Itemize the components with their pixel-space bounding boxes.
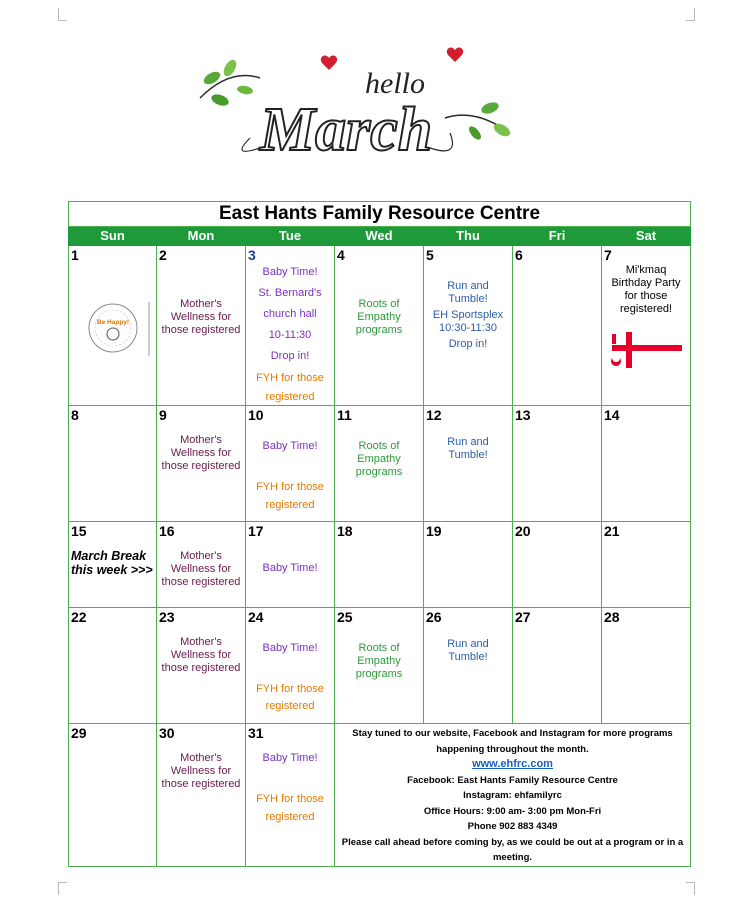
day-cell-5 — [424, 246, 513, 406]
day-cell-26 — [424, 608, 513, 724]
day-number: 4 — [337, 247, 345, 263]
event-line: Roots of — [358, 642, 400, 654]
event-drop-in: Drop in! — [270, 350, 310, 362]
day-number: 1 — [71, 247, 79, 263]
day-cell-9 — [157, 406, 246, 522]
event-fyh: FYH for those — [256, 793, 324, 805]
info-facebook: Facebook: East Hants Family Resource Centre — [407, 774, 618, 786]
event-line: Mi'kmaq — [625, 264, 667, 276]
day-number: 6 — [515, 247, 523, 263]
day-cell-21 — [602, 522, 691, 608]
event-roots-of-empathy — [335, 440, 423, 479]
day-number: 9 — [159, 407, 167, 423]
event-time: 10:30-11:30 — [439, 322, 497, 334]
event-line: programs — [355, 466, 403, 478]
day-cell-13 — [513, 406, 602, 522]
corner-mark-top-right — [686, 8, 695, 21]
info-office-hours: Office Hours: 9:00 am- 3:00 pm Mon-Fri — [423, 805, 602, 817]
event-roots-of-empathy — [335, 642, 423, 681]
calendar-title: East Hants Family Resource Centre — [69, 202, 691, 227]
day-number: 24 — [248, 609, 264, 625]
event-fyh: registered — [265, 499, 315, 511]
event-line: Mother's — [180, 434, 222, 446]
day-cell-24 — [246, 608, 335, 724]
event-baby-time: Baby Time! — [262, 440, 318, 452]
day-cell-22 — [69, 608, 157, 724]
hello-march-artwork — [190, 38, 520, 168]
event-line: Mother's — [180, 636, 222, 648]
event-baby-time-day31 — [246, 752, 334, 824]
event-mothers-wellness — [157, 752, 245, 791]
mikmaq-flag-icon — [608, 328, 684, 370]
event-line: Birthday Party — [611, 277, 681, 289]
day-number: 21 — [604, 523, 620, 539]
event-run-and-tumble — [424, 436, 512, 462]
event-line: those registered — [161, 324, 241, 336]
day-number: 26 — [426, 609, 442, 625]
event-line: programs — [355, 668, 403, 680]
event-line: Run and — [447, 638, 489, 650]
day-number: 12 — [426, 407, 442, 423]
event-baby-time: Baby Time! — [262, 642, 318, 654]
event-baby-time: Baby Time! — [262, 752, 318, 764]
info-stay-tuned: Stay tuned to our website, Facebook and Instagram for more programs happening throughout the month. — [352, 728, 673, 755]
event-line: Mother's — [180, 298, 222, 310]
info-instagram: Instagram: ehfamilyrc — [463, 790, 562, 801]
weekday-mon: Mon — [157, 227, 246, 246]
event-fyh: registered — [265, 700, 315, 712]
event-fyh: registered — [265, 811, 315, 823]
event-line: for those — [624, 290, 668, 302]
be-happy-text: Be Happy! — [96, 319, 130, 326]
day-cell-17 — [246, 522, 335, 608]
weekday-thu: Thu — [424, 227, 513, 246]
day-number: 19 — [426, 523, 442, 539]
day-number: 17 — [248, 523, 264, 539]
day-number: 2 — [159, 247, 167, 263]
day-cell-7 — [602, 246, 691, 406]
weekday-sat: Sat — [602, 227, 691, 246]
be-happy-logo-icon — [83, 298, 153, 356]
day-number: 28 — [604, 609, 620, 625]
event-location: church hall — [263, 308, 317, 320]
day-cell-3 — [246, 246, 335, 406]
day-cell-29 — [69, 724, 157, 867]
event-mothers-wellness — [157, 636, 245, 675]
day-number: 30 — [159, 725, 175, 741]
event-march-break — [71, 549, 156, 577]
event-line: those registered — [161, 662, 241, 674]
day-number: 16 — [159, 523, 175, 539]
day-number: 3 — [248, 247, 256, 263]
day-cell-10 — [246, 406, 335, 522]
event-fyh: registered — [265, 391, 315, 403]
day-cell-15 — [69, 522, 157, 608]
event-baby-time: Baby Time! — [262, 562, 318, 574]
day-cell-30 — [157, 724, 246, 867]
banner-hello-text: hello — [365, 67, 425, 100]
event-mothers-wellness — [157, 434, 245, 473]
day-number: 29 — [71, 725, 87, 741]
event-run-and-tumble — [424, 638, 512, 664]
event-line: Run and — [447, 436, 489, 448]
day-cell-20 — [513, 522, 602, 608]
event-line: Tumble! — [448, 449, 488, 461]
day-number: 22 — [71, 609, 87, 625]
event-line: Wellness for — [170, 563, 232, 575]
event-baby-time-day10 — [246, 440, 334, 512]
corner-mark-top-left — [58, 8, 67, 21]
event-line: Roots of — [358, 298, 400, 310]
day-cell-31 — [246, 724, 335, 867]
event-fyh: FYH for those — [256, 372, 324, 384]
event-line: Wellness for — [170, 765, 232, 777]
event-baby-time: Baby Time! — [262, 266, 318, 278]
info-call-ahead: Please call ahead before coming by, as we could be out at a program or in a meeting. — [341, 836, 684, 863]
day-cell-4 — [335, 246, 424, 406]
day-cell-25 — [335, 608, 424, 724]
day-number: 25 — [337, 609, 353, 625]
day-cell-6 — [513, 246, 602, 406]
event-line: this week >>> — [71, 563, 153, 577]
event-line: registered! — [620, 303, 672, 315]
weekday-tue: Tue — [246, 227, 335, 246]
day-number: 10 — [248, 407, 264, 423]
day-number: 15 — [71, 523, 87, 539]
weekday-sun: Sun — [69, 227, 157, 246]
day-number: 8 — [71, 407, 79, 423]
event-roots-of-empathy — [335, 298, 423, 337]
event-line: Empathy — [357, 453, 401, 465]
event-line: Run and — [447, 280, 489, 292]
event-location: St. Bernard's — [258, 287, 322, 299]
day-number: 27 — [515, 609, 531, 625]
weekday-fri: Fri — [513, 227, 602, 246]
event-line: Roots of — [358, 440, 400, 452]
event-line: Empathy — [357, 311, 401, 323]
event-line: Empathy — [357, 655, 401, 667]
day-cell-11 — [335, 406, 424, 522]
day-cell-16 — [157, 522, 246, 608]
event-line: Wellness for — [170, 447, 232, 459]
event-mothers-wellness — [157, 298, 245, 337]
event-run-and-tumble — [424, 280, 512, 351]
weekday-header — [69, 227, 691, 246]
banner-march-text: March — [260, 96, 433, 164]
day-cell-2 — [157, 246, 246, 406]
event-line: Tumble! — [448, 293, 488, 305]
info-content — [335, 724, 690, 866]
event-line: programs — [355, 324, 403, 336]
day-cell-8 — [69, 406, 157, 522]
day-cell-1 — [69, 246, 157, 406]
event-fyh: FYH for those — [256, 683, 324, 695]
day-cell-23 — [157, 608, 246, 724]
event-line: those registered — [161, 778, 241, 790]
event-line: Mother's — [180, 752, 222, 764]
event-baby-time-day3 — [246, 262, 334, 405]
event-line: those registered — [161, 460, 241, 472]
event-baby-time-day24 — [246, 642, 334, 713]
event-line: Wellness for — [170, 311, 232, 323]
day-cell-19 — [424, 522, 513, 608]
day-number: 31 — [248, 725, 264, 741]
calendar-table — [68, 201, 691, 867]
day-cell-14 — [602, 406, 691, 522]
event-line: March Break — [71, 549, 147, 563]
event-line: those registered — [161, 576, 241, 588]
event-fyh: FYH for those — [256, 481, 324, 493]
day-number: 20 — [515, 523, 531, 539]
day-number: 7 — [604, 247, 612, 263]
corner-mark-bottom-right — [686, 882, 695, 895]
day-number: 5 — [426, 247, 434, 263]
website-link[interactable]: www.ehfrc.com — [472, 758, 553, 770]
hello-march-banner — [190, 38, 520, 168]
weekday-wed: Wed — [335, 227, 424, 246]
corner-mark-bottom-left — [58, 882, 67, 895]
event-line: Mother's — [180, 550, 222, 562]
event-mothers-wellness — [157, 550, 245, 589]
info-phone: Phone 902 883 4349 — [467, 821, 558, 832]
day-number: 23 — [159, 609, 175, 625]
event-time: 10-11:30 — [268, 329, 312, 341]
event-line: Wellness for — [170, 649, 232, 661]
day-cell-27 — [513, 608, 602, 724]
event-drop-in: Drop in! — [448, 338, 488, 350]
info-box — [335, 724, 691, 867]
day-number: 13 — [515, 407, 531, 423]
day-cell-12 — [424, 406, 513, 522]
day-cell-18 — [335, 522, 424, 608]
day-number: 11 — [337, 407, 352, 423]
event-mikmaq-birthday — [602, 264, 690, 316]
event-location: EH Sportsplex — [432, 309, 504, 321]
day-number: 18 — [337, 523, 353, 539]
day-cell-28 — [602, 608, 691, 724]
day-number: 14 — [604, 407, 620, 423]
event-line: Tumble! — [448, 651, 488, 663]
